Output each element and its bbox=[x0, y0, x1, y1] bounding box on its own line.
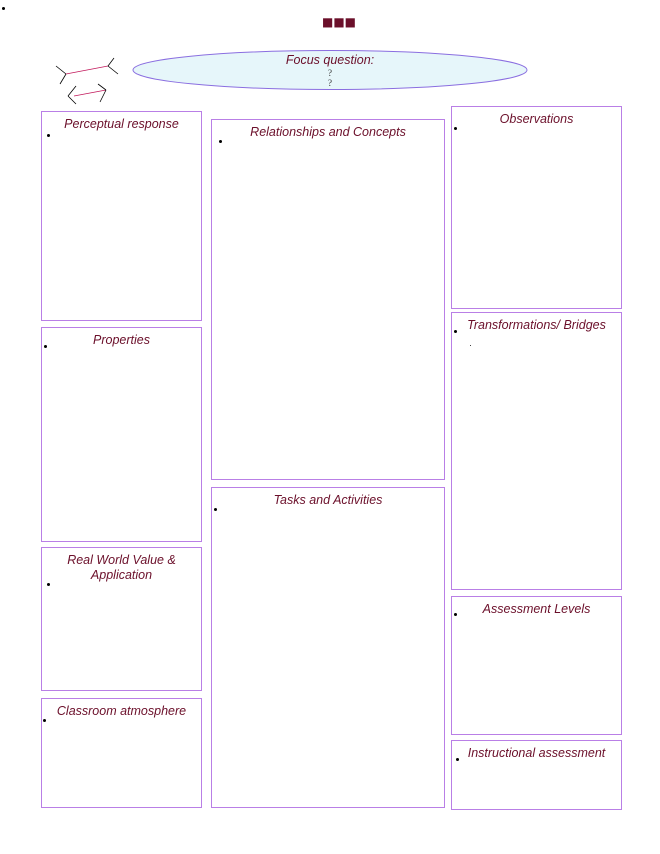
properties-box bbox=[41, 327, 202, 542]
focus-question-title: Focus question: bbox=[285, 53, 375, 67]
bullet-point bbox=[47, 583, 50, 586]
bullet-point bbox=[454, 127, 457, 130]
bullet-point bbox=[219, 140, 222, 143]
classroom-atmosphere-title: Classroom atmosphere bbox=[56, 704, 187, 718]
header-ellipsis: ■■■ bbox=[322, 15, 357, 29]
relationships-concepts-box bbox=[211, 119, 445, 480]
bullet-point bbox=[454, 330, 457, 333]
instructional-assessment-title: Instructional assessment bbox=[467, 746, 606, 760]
real-world-value-box bbox=[41, 547, 202, 691]
bullet-point bbox=[456, 758, 459, 761]
stray-dot bbox=[470, 345, 471, 346]
tasks-activities-title: Tasks and Activities bbox=[273, 493, 383, 507]
bullet-point bbox=[47, 134, 50, 137]
transformations-bridges-box bbox=[451, 312, 622, 590]
classroom-atmosphere-box bbox=[41, 698, 202, 808]
tasks-activities-box bbox=[211, 487, 445, 808]
vee-diagram-icon bbox=[52, 56, 122, 108]
assessment-levels-box bbox=[451, 596, 622, 735]
bullet-point bbox=[44, 345, 47, 348]
bullet-point bbox=[454, 613, 457, 616]
bullet-point bbox=[214, 508, 217, 511]
focus-question-line: ? bbox=[328, 68, 332, 78]
observations-box bbox=[451, 106, 622, 309]
assessment-levels-title: Assessment Levels bbox=[482, 602, 591, 616]
instructional-assessment-box bbox=[451, 740, 622, 810]
perceptual-response-title: Perceptual response bbox=[64, 117, 179, 131]
focus-question-line: ? bbox=[328, 78, 332, 88]
perceptual-response-box bbox=[41, 111, 202, 321]
real-world-value-title: Real World Value & Application bbox=[67, 553, 176, 582]
relationships-concepts-title: Relationships and Concepts bbox=[250, 125, 406, 139]
focus-question bbox=[131, 49, 529, 91]
corner-dot bbox=[2, 7, 5, 10]
bullet-point bbox=[43, 719, 46, 722]
transformations-bridges-title: Transformations/ Bridges bbox=[467, 318, 606, 332]
properties-title: Properties bbox=[93, 333, 150, 347]
observations-title: Observations bbox=[499, 112, 574, 126]
